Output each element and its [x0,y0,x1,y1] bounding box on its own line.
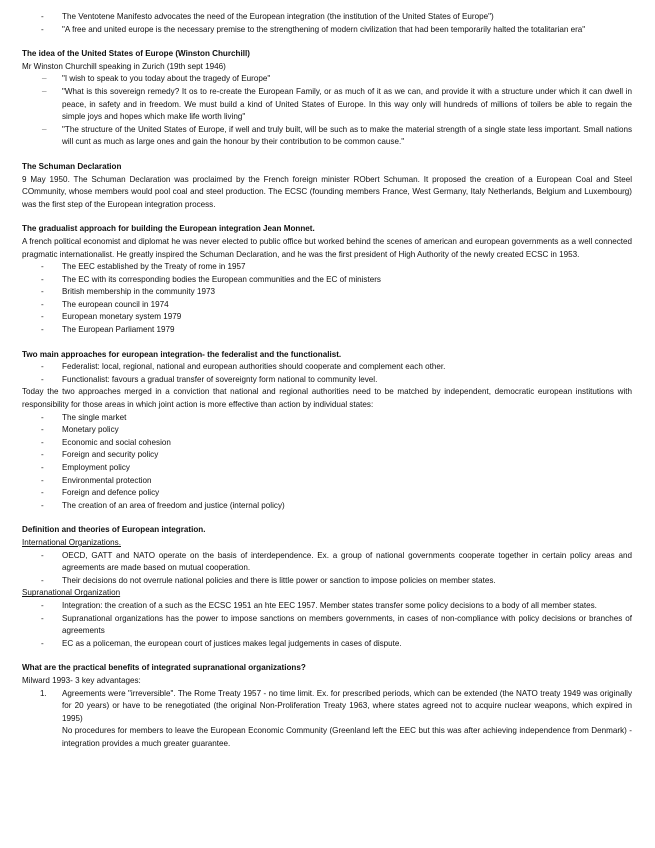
quote-item: _ "What is this sovereign remedy? It os to re-create the European Family, or as much of it as we can, and provide it with a structure under which it can dwell in peace, in safety and in freedom. We must build a kind of United States of Europe. In this way only will hundreds of millions of toilers be able to regain the simple joys and hopes which make life worth living" [22,86,632,124]
section-heading-schuman: The Schuman Declaration [22,161,122,171]
supranational-list [22,600,632,650]
approaches-paragraph: Today the two approaches merged in a conviction that national and regional authorities need to be matched by independent, democratic european institutions with responsibility for those areas in which joint action is more effective than action by individual states: [22,387,632,410]
list-item: - Economic and social cohesion [22,437,632,450]
subheading-international: International Organizations. [22,537,121,547]
list-item: - OECD, GATT and NATO operate on the basis of interdependence. Ex. a group of national governments cooperate together in certain policy areas and agreements are made based on mutual cooperation. [22,550,632,575]
list-item: - The european council in 1974 [22,299,632,312]
churchill-quotes [22,73,632,149]
item-number: 1. [40,688,47,698]
item-text: Agreements were "irreversible". The Rome Treaty 1957 - no time limit. Ex. for prescribed periods, which can be extended (the NATO treaty 1949 was originally for 20 years) or have to be renegotiated (the original Non-Proliferation Treaty 1963, where states agreed not to acquire nuclear weapons, which expired in 1995) [62,688,632,723]
subheading-supranational: Supranational Organization [22,588,121,598]
monnet-paragraph: A french political economist and diplomat he was never elected to public office but worked behind the scenes of american and european governments as a well connected pragmatic internationalist. He greatly inspired the Schuman Declaration, and he was the first president of High Authority of the newly created ECSC in 1953. [22,236,632,259]
list-item: - The EC with its corresponding bodies the European communities and the EC of ministers [22,274,632,287]
list-item: - Foreign and defence policy [22,487,632,500]
list-item: - European monetary system 1979 [22,311,632,324]
list-item: - Functionalist: favours a gradual transfer of sovereignty form national to community level. [22,374,632,387]
international-list [22,550,632,588]
list-item: - The creation of an area of freedom and justice (internal policy) [22,500,632,513]
list-item: - The European Parliament 1979 [22,324,632,337]
benefits-list [22,688,632,726]
list-item: - Federalist: local, regional, national and european authorities should cooperate and complement each other. [22,361,632,374]
intro-list [22,11,632,36]
schuman-paragraph: 9 May 1950. The Schuman Declaration was proclaimed by the French foreign minister RObert Schuman. It proposed the creation of a European Coal and Steel COmmunity, whose members would pool coal and steel production. The ECSC (founding members France, West Germany, Italy Netherlands, Belgium and Luxembourg) was the first step of the European integration process. [22,174,632,209]
section-heading-definition: Definition and theories of European integration. [22,525,206,535]
section-heading-churchill: The idea of the United States of Europe (Winston Churchill) [22,49,250,59]
list-item: - "A free and united europe is the necessary premise to the strengthening of modern civilization that had been temporarily halted the totalitarian era" [22,24,632,37]
list-item: - Environmental protection [22,475,632,488]
policy-areas-list [22,412,632,513]
approaches-list [22,361,632,386]
quote-item: _ "The structure of the United States of Europe, if well and truly built, will be such as to make the material strength of a single state less important. Small nations will cunt as much as large ones and gain the honour by their contribution to be common cause." [22,124,632,149]
list-item: - The EEC established by the Treaty of rome in 1957 [22,261,632,274]
list-item: - Integration: the creation of a such as the ECSC 1951 an hte EEC 1957. Member states transfer some policy decisions to a body of all member states. [22,600,632,613]
list-item: - British membership in the community 1973 [22,286,632,299]
section-heading-benefits: What are the practical benefits of integrated supranational organizations? [22,663,306,673]
benefits-subtitle: Milward 1993- 3 key advantages: [22,675,141,685]
benefits-continuation: No procedures for members to leave the European Economic Community (Greenland left the EEC but this was after achieving independence from Denmark) - integration provides a much greater guarantee. [62,726,632,748]
list-item: - Their decisions do not overrule national policies and there is little power or sanction to impose policies on member states. [22,575,632,588]
list-item: - Supranational organizations has the power to impose sanctions on members governments, in cases of non-compliance with policy decisions or branches of agreements [22,613,632,638]
list-item: - The Ventotene Manifesto advocates the need of the European integration (the institution of the United States of Europe") [22,11,632,24]
section-heading-approaches: Two main approaches for european integration- the federalist and the functionalist. [22,349,342,359]
list-item: - EC as a policeman, the european court of justices makes legal judgements in cases of dispute. [22,638,632,651]
list-item: - The single market [22,412,632,425]
numbered-item [22,688,632,726]
quote-item: _ "I wish to speak to you today about the tragedy of Europe" [22,73,632,86]
document-page [22,11,632,750]
list-item: - Monetary policy [22,424,632,437]
section-heading-monnet: The gradualist approach for building the European integration Jean Monnet. [22,224,315,234]
list-item: - Employment policy [22,462,632,475]
monnet-list [22,261,632,337]
churchill-subtitle: Mr Winston Churchill speaking in Zurich (19th sept 1946) [22,61,226,71]
list-item: - Foreign and security policy [22,449,632,462]
